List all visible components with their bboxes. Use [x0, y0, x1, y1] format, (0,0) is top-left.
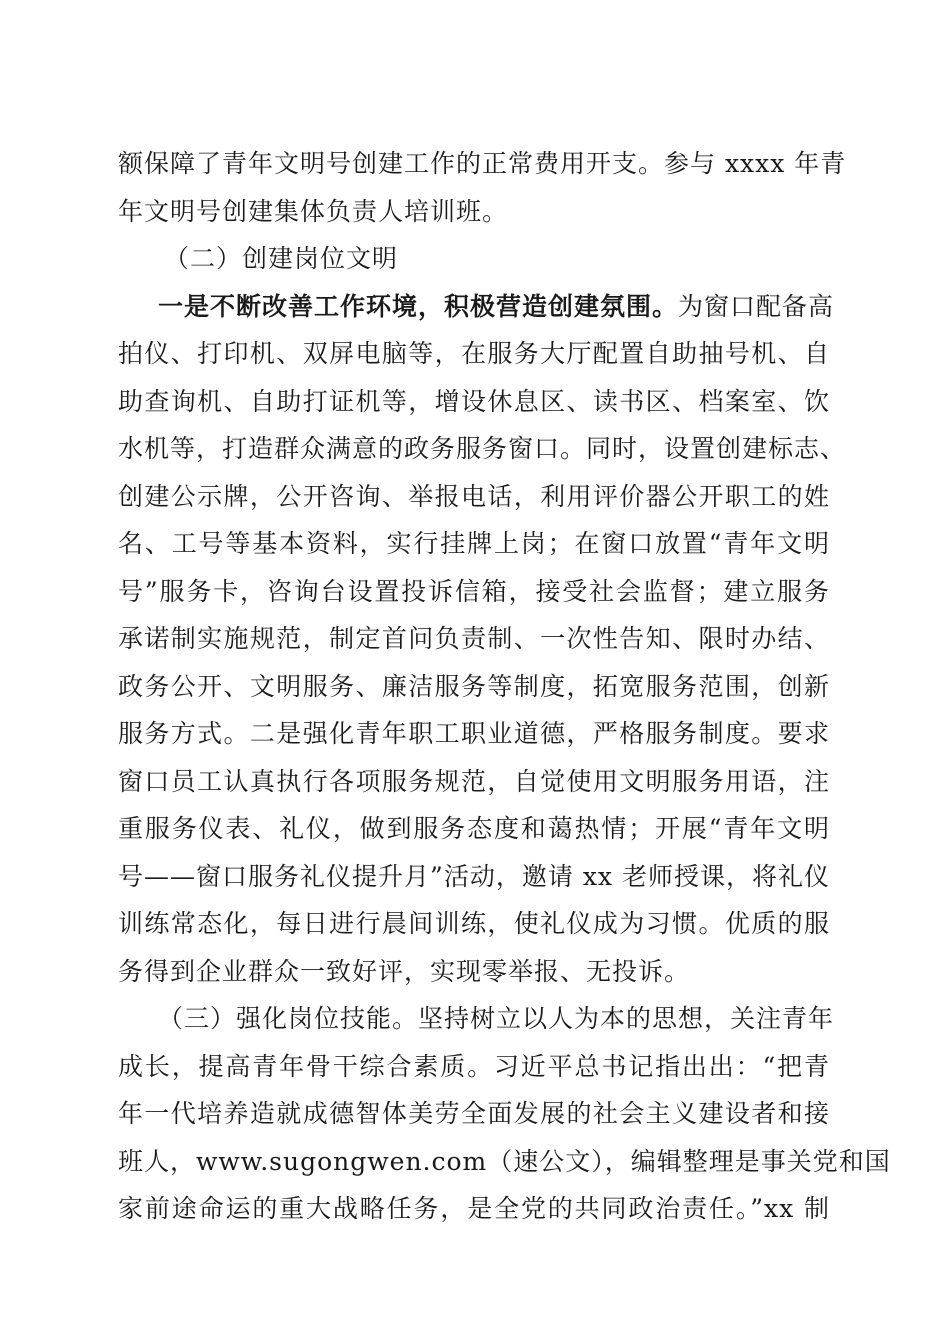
paragraph-line: 务得到企业群众一致好评，实现零举报、无投诉。 [118, 956, 691, 986]
paragraph-text: 为窗口配备高 [678, 291, 835, 321]
section-heading: （二）创建岗位文明 [164, 244, 399, 273]
paragraph-line: 名、工号等基本资料，实行挂牌上岗；在窗口放置“青年文明 [118, 529, 830, 558]
paragraph-line: 服务方式。二是强化青年职工职业道德，严格服务制度。要求 [118, 719, 830, 748]
document-body [118, 140, 891, 1233]
paragraph-line: 年文明号创建集体负责人培训班。 [118, 196, 509, 226]
paragraph-line: 号——窗口服务礼仪提升月”活动，邀请 xx 老师授课，将礼仪 [118, 861, 830, 891]
paragraph-line: 成长，提高青年骨干综合素质。习近平总书记指出出：“把青 [118, 1051, 830, 1081]
paragraph-line [118, 283, 835, 331]
paragraph-line: 班人，www.sugongwen.com（速公文），编辑整理是事关党和国 [118, 1146, 891, 1176]
paragraph-line: 年一代培养造就成德智体美劳全面发展的社会主义建设者和接 [118, 1099, 830, 1128]
paragraph-line: 政务公开、文明服务、廉洁服务等制度，拓宽服务范围，创新 [118, 671, 830, 701]
paragraph-line: 水机等，打造群众满意的政务服务窗口。同时，设置创建标志、 [118, 434, 847, 463]
paragraph-line: 创建公示牌，公开咨询、举报电话，利用评价器公开职工的姓 [118, 481, 830, 511]
paragraph-line: 额保障了青年文明号创建工作的正常费用开支。参与 xxxx 年青 [118, 149, 847, 178]
paragraph-line: 窗口员工认真执行各项服务规范，自觉使用文明服务用语，注 [118, 766, 830, 796]
bold-lead-text: 一是不断改善工作环境，积极营造创建氛围。 [158, 291, 679, 321]
paragraph-line: 承诺制实施规范，制定首问负责制、一次性告知、限时办结、 [118, 624, 830, 653]
paragraph-line: 拍仪、打印机、双屏电脑等，在服务大厅配置自助抽号机、自 [118, 339, 830, 368]
paragraph-line: 训练常态化，每日进行晨间训练，使礼仪成为习惯。优质的服 [118, 909, 830, 938]
paragraph-line: 号”服务卡，咨询台设置投诉信箱，接受社会监督；建立服务 [118, 576, 830, 606]
paragraph-line: 助查询机、自助打证机等，增设休息区、读书区、档案室、饮 [118, 386, 830, 416]
paragraph-line: 家前途命运的重大战略任务，是全党的共同政治责任。”xx 制 [118, 1194, 830, 1223]
section-heading: （三）强化岗位技能。坚持树立以人为本的思想，关注青年 [158, 1004, 835, 1033]
paragraph-line: 重服务仪表、礼仪，做到服务态度和蔼热情；开展“青年文明 [118, 814, 830, 843]
